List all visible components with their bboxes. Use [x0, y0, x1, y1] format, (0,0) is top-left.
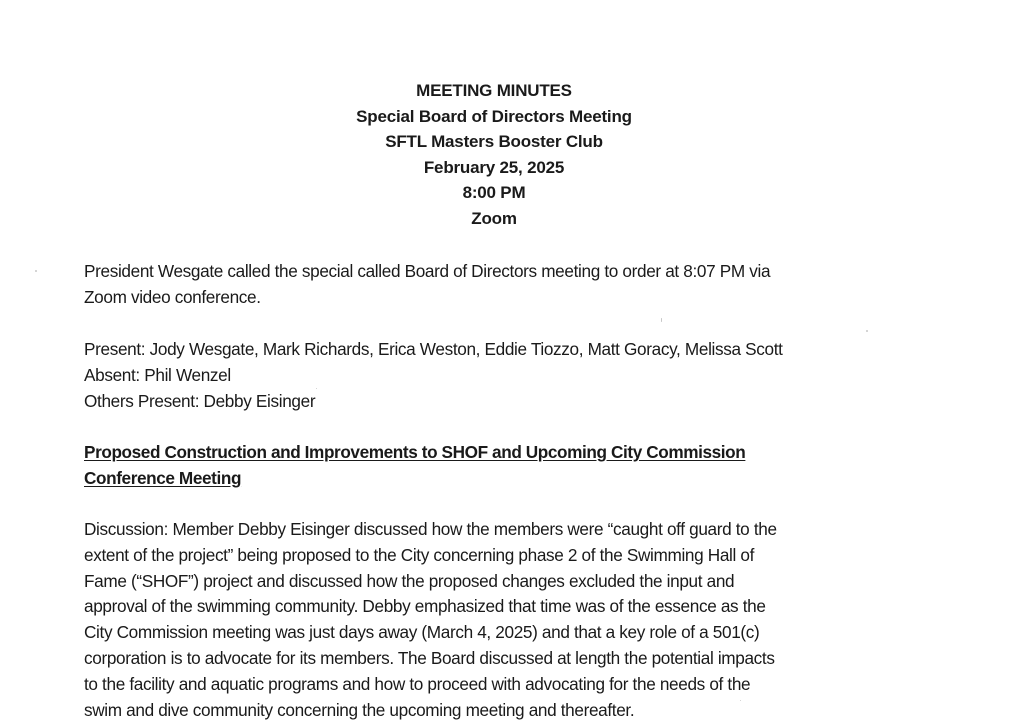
call-to-order-paragraph: [84, 259, 914, 311]
paragraph-line: to the facility and aquatic programs and how to proceed with advocating for the needs of the: [84, 673, 751, 694]
absent-list: Absent: Phil Wenzel: [84, 364, 231, 385]
paragraph-line: corporation is to advocate for its members. The Board discussed at length the potential impacts: [84, 647, 775, 668]
section-heading: [84, 440, 745, 492]
meeting-location: Zoom: [471, 208, 517, 228]
paragraph-line: extent of the project” being proposed to the City concerning phase 2 of the Swimming Hall of: [84, 544, 755, 565]
meeting-type: Special Board of Directors Meeting: [356, 106, 632, 126]
discussion-paragraph: [84, 517, 914, 723]
scan-speck: [35, 270, 37, 272]
document-title: MEETING MINUTES: [416, 81, 572, 100]
present-list: Present: Jody Wesgate, Mark Richards, Erica Weston, Eddie Tiozzo, Matt Goracy, Melissa Scott: [84, 339, 783, 359]
paragraph-line: Fame (“SHOF”) project and discussed how the proposed changes excluded the input and: [84, 570, 735, 591]
minutes-header: [0, 78, 988, 232]
scan-speck: [740, 700, 741, 701]
heading-line: Conference Meeting: [84, 467, 242, 488]
paragraph-line: Discussion: Member Debby Eisinger discussed how the members were “caught off guard to the: [84, 519, 777, 539]
scan-speck: [866, 330, 868, 332]
paragraph-line: approval of the swimming community. Debby emphasized that time was of the essence as the: [84, 596, 766, 617]
paragraph-line: President Wesgate called the special called Board of Directors meeting to order at 8:07 PM via: [84, 261, 771, 281]
scan-speck: [661, 318, 662, 322]
scan-speck: [316, 388, 317, 389]
paragraph-line: swim and dive community concerning the upcoming meeting and thereafter.: [84, 699, 635, 720]
others-present-list: Others Present: Debby Eisinger: [84, 390, 316, 411]
paragraph-line: City Commission meeting was just days away (March 4, 2025) and that a key role of a 501(c): [84, 622, 760, 643]
paragraph-line: Zoom video conference.: [84, 286, 261, 307]
attendance-block: [84, 337, 914, 414]
heading-line: Proposed Construction and Improvements to SHOF and Upcoming City Commission: [84, 442, 746, 462]
meeting-date: February 25, 2025: [423, 157, 565, 177]
organization-name: SFTL Masters Booster Club: [385, 132, 603, 152]
meeting-time: 8:00 PM: [462, 183, 526, 203]
